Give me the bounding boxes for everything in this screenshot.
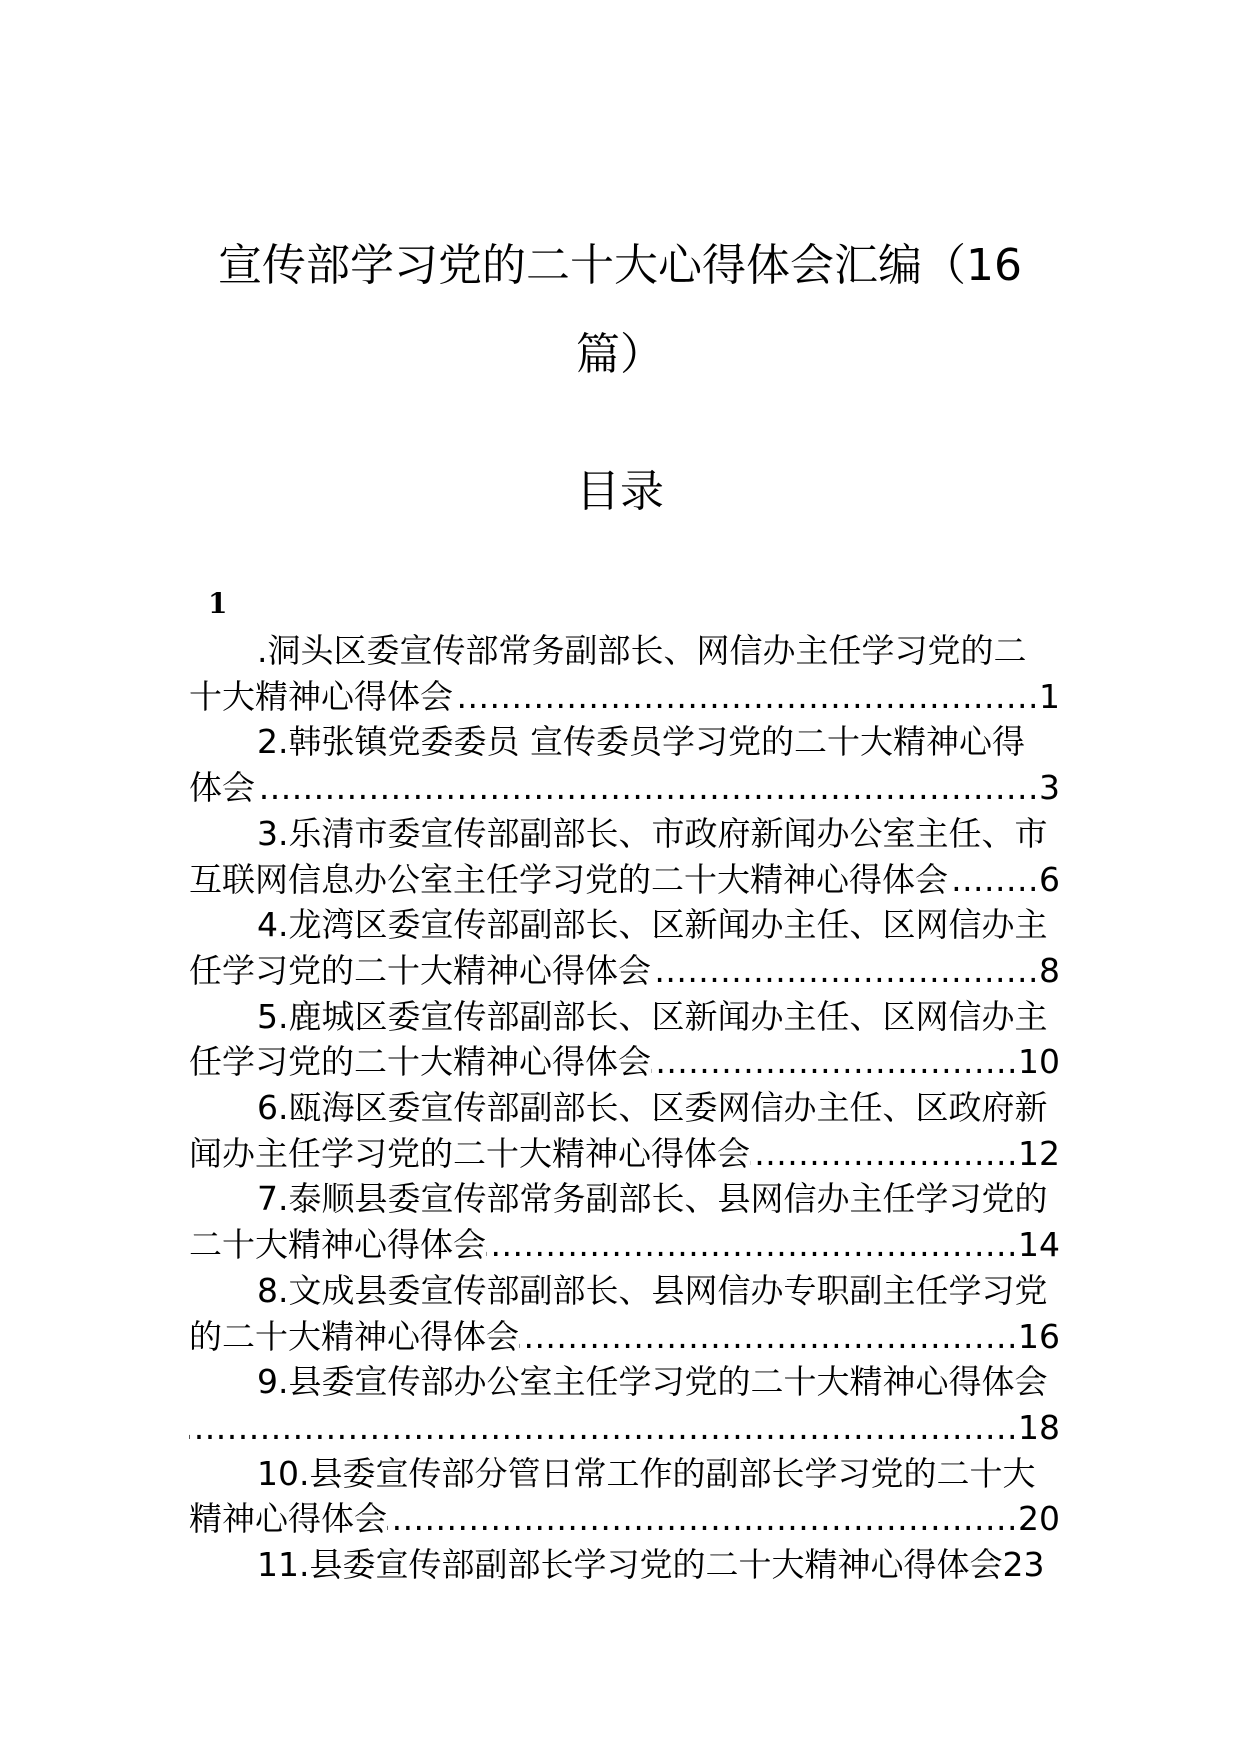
leader-dots (453, 674, 1039, 720)
toc-page-number: 3 (1039, 768, 1060, 808)
toc-entry-title: 5.鹿城区委宣传部副部长、区新闻办主任、区网信办主 (257, 996, 1048, 1036)
toc-entry-continuation[interactable] (189, 857, 1060, 903)
toc-entry-continuation[interactable] (189, 1314, 1060, 1360)
toc-entry-title: 9.县委宣传部办公室主任学习党的二十大精神心得体会 (257, 1362, 1048, 1402)
toc-page-number: 8 (1039, 950, 1060, 990)
toc-page-number: 16 (1018, 1316, 1060, 1356)
toc-entry-title: 精神心得体会 (189, 1499, 387, 1539)
leader-dots (948, 857, 1039, 903)
toc-entry-continuation[interactable] (189, 1222, 1060, 1268)
toc-page-number: 12 (1018, 1133, 1060, 1173)
toc-entry[interactable] (257, 1451, 1060, 1497)
toc-page-number: 18 (1018, 1407, 1060, 1447)
toc-entry-title: 4.龙湾区委宣传部副部长、区新闻办主任、区网信办主 (257, 905, 1048, 945)
toc-page-number: 6 (1039, 859, 1060, 899)
toc-entry-title: 闻办主任学习党的二十大精神心得体会 (189, 1133, 750, 1173)
toc-entry-title: 10.县委宣传部分管日常工作的副部长学习党的二十大 (257, 1453, 1036, 1493)
toc-entry[interactable] (257, 1176, 1060, 1222)
toc-entry-continuation[interactable] (189, 948, 1060, 994)
toc-entry-continuation[interactable] (189, 1405, 1060, 1451)
toc-entry[interactable] (257, 1359, 1060, 1405)
toc-page-number: 23 (1002, 1545, 1045, 1584)
toc-entry-title: 6.瓯海区委宣传部副部长、区委网信办主任、区政府新 (257, 1088, 1048, 1127)
toc-entry[interactable] (257, 811, 1060, 857)
toc-entry-title: 11.县委宣传部副部长学习党的二十大精神心得体会 (257, 1545, 1003, 1584)
toc-heading: 目录 (576, 466, 664, 517)
leader-dots (651, 1039, 1018, 1085)
toc-entry-title: .洞头区委宣传部常务副部长、网信办主任学习党的二 (257, 631, 1027, 670)
toc-entry-continuation[interactable] (189, 1131, 1060, 1177)
toc-page-number: 14 (1018, 1225, 1060, 1265)
toc-entry-title: 2.韩张镇党委委员 宣传委员学习党的二十大精神心得 (257, 722, 1025, 762)
toc-entry-title: 任学习党的二十大精神心得体会 (189, 950, 651, 990)
toc-entry-title: 十大精神心得体会 (189, 676, 453, 716)
leader-dots (486, 1222, 1018, 1268)
toc-entry-title: 二十大精神心得体会 (189, 1225, 486, 1265)
toc-entry[interactable] (257, 719, 1060, 765)
toc-entry-title: 3.乐清市委宣传部副部长、市政府新闻办公室主任、市 (257, 813, 1048, 853)
toc-entry-title: 互联网信息办公室主任学习党的二十大精神心得体会 (189, 859, 948, 899)
toc-entry-title: 7.泰顺县委宣传部常务副部长、县网信办主任学习党的 (257, 1179, 1048, 1219)
toc-entry[interactable] (257, 1268, 1060, 1314)
leader-dots (387, 1496, 1018, 1542)
document-title-line-2: 篇） (576, 329, 664, 380)
toc-entry[interactable] (257, 902, 1060, 948)
leader-dots (651, 948, 1039, 994)
toc-entry-continuation[interactable] (189, 1496, 1060, 1542)
toc-entry[interactable] (257, 994, 1060, 1040)
leader-dots (750, 1131, 1018, 1177)
leader-dots (189, 1405, 1018, 1451)
toc-entry-title: 8.文成县委宣传部副部长、县网信办专职副主任学习党 (257, 1270, 1048, 1310)
toc-entry-title: 任学习党的二十大精神心得体会 (189, 1042, 651, 1082)
toc-entry[interactable] (257, 1542, 1060, 1588)
toc-page-number: 10 (1018, 1042, 1060, 1082)
toc-entry-number: 1 (208, 587, 228, 620)
toc-entry-continuation[interactable] (189, 1039, 1060, 1085)
toc-entry-continuation[interactable] (189, 765, 1060, 811)
toc-entry-title: 体会 (189, 768, 255, 808)
document-title-line-1: 宣传部学习党的二十大心得体会汇编（16 (218, 240, 1022, 291)
toc-entry-continuation[interactable] (189, 674, 1060, 720)
toc-page-number: 1 (1039, 676, 1060, 716)
toc-entry-title: 的二十大精神心得体会 (189, 1316, 519, 1356)
leader-dots (519, 1314, 1018, 1360)
toc-page-number: 20 (1018, 1499, 1060, 1539)
toc-entry[interactable] (257, 1085, 1060, 1131)
leader-dots (255, 765, 1039, 811)
toc-entry[interactable] (257, 628, 1060, 674)
